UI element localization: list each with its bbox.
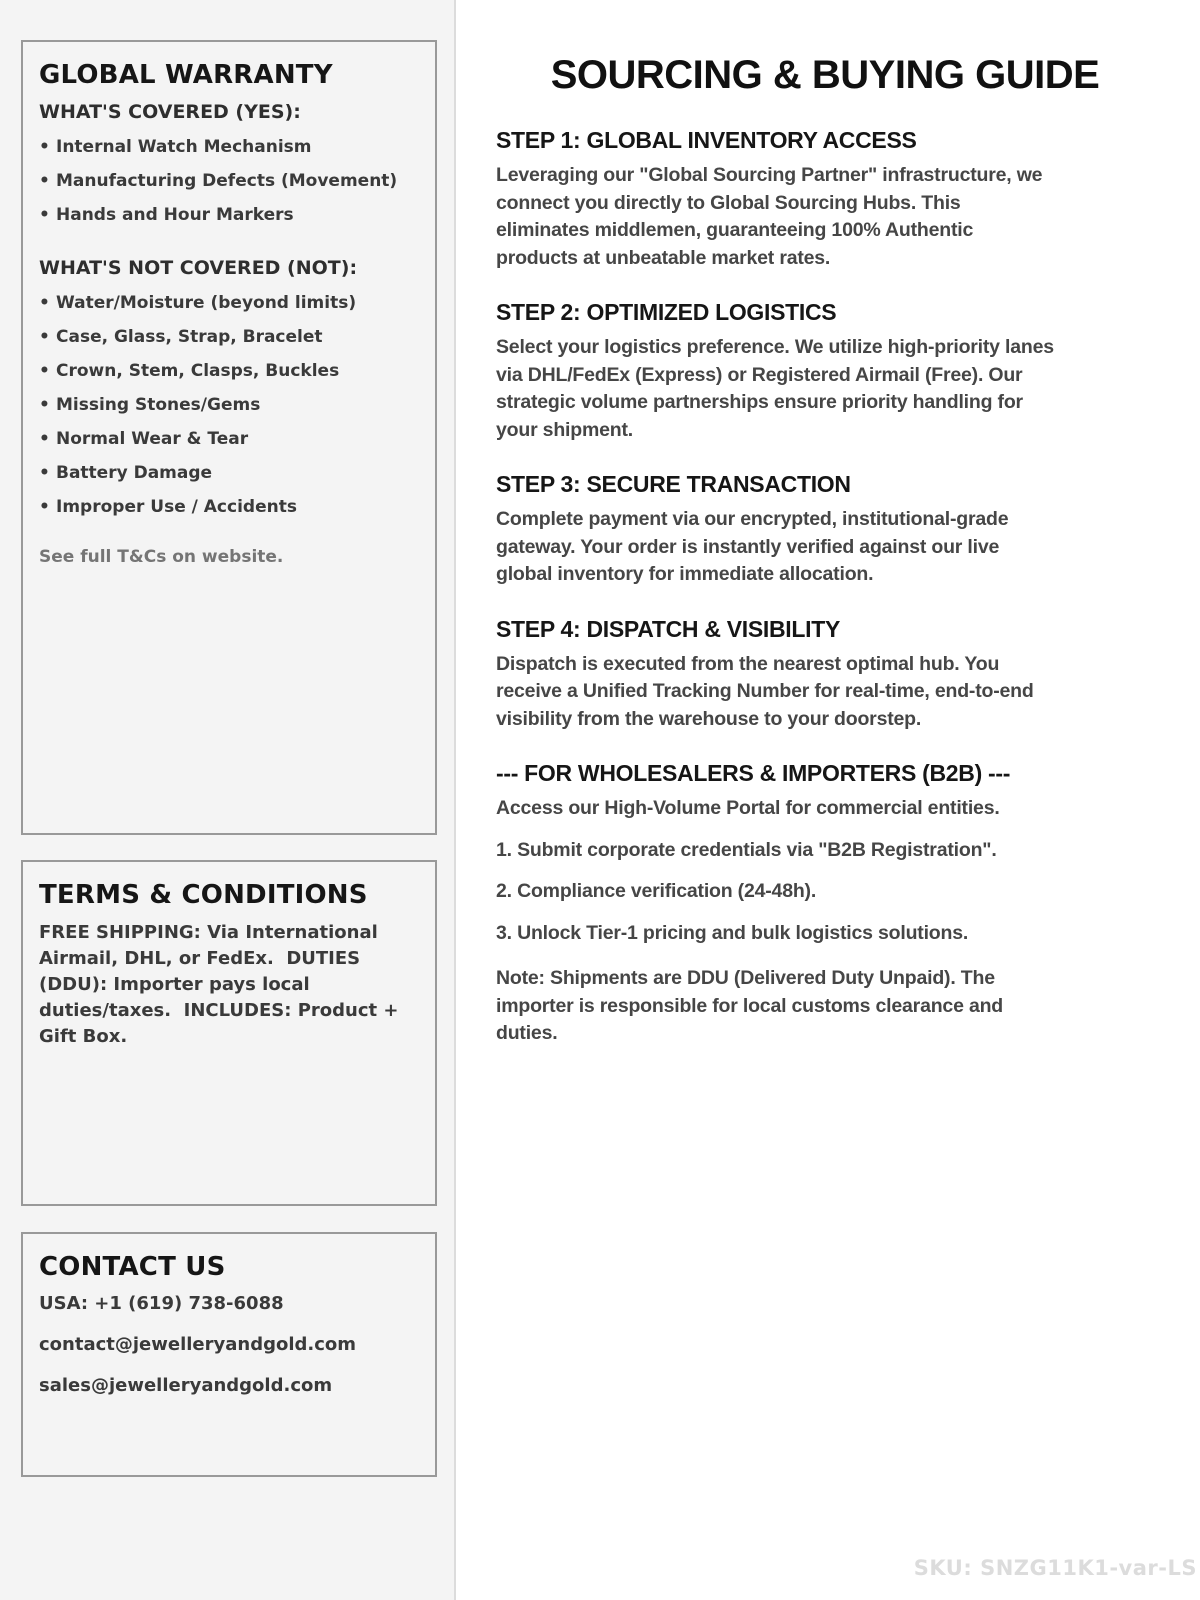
main-column [458,0,1200,1600]
list-item: • Battery Damage [39,462,419,484]
b2b-heading: --- FOR WHOLESALERS & IMPORTERS (B2B) --- [496,760,1011,786]
terms-box [21,860,437,1206]
list-item: • Internal Watch Mechanism [39,136,419,158]
step1-heading: STEP 1: GLOBAL INVENTORY ACCESS [496,127,917,153]
terms-title: TERMS & CONDITIONS [39,880,368,910]
contact-title: CONTACT US [39,1252,226,1282]
sidebar [0,0,456,1600]
ddu-note: Note: Shipments are DDU (Delivered Duty Unpaid). The importer is responsible for local customs clearance and duties. [496,967,1004,1044]
warranty-footnote: See full T&Cs on website. [39,547,284,567]
contact-phone: USA: +1 (619) 738-6088 [39,1293,284,1314]
warranty-title: GLOBAL WARRANTY [39,60,333,90]
list-item: • Crown, Stem, Clasps, Buckles [39,360,419,382]
step2-paragraph: Select your logistics preference. We utilize high-priority lanes via DHL/FedEx (Express) or Registered Airmail (Free). Our strategic volume partnerships ensure priority handling for your shipment. [496,336,1054,441]
covered-subtitle: WHAT'S COVERED (YES): [39,101,301,123]
sku-label: SKU: SNZG11K1-var-LS [913,1556,1197,1580]
list-item: • Case, Glass, Strap, Bracelet [39,326,419,348]
b2b-step-3: 3. Unlock Tier-1 pricing and bulk logistics solutions. [496,921,969,944]
b2b-step-2: 2. Compliance verification (24-48h). [496,880,817,902]
warranty-box [21,40,437,835]
list-item: • Hands and Hour Markers [39,204,419,226]
not-covered-list [39,292,419,518]
not-covered-subtitle: WHAT'S NOT COVERED (NOT): [39,257,358,279]
step4-heading: STEP 4: DISPATCH & VISIBILITY [496,615,841,642]
b2b-step-1: 1. Submit corporate credentials via "B2B Registration". [496,838,997,861]
terms-body: FREE SHIPPING: Via International Airmail, DHL, or FedEx. DUTIES (DDU): Importer pays local duties/taxes. INCLUDES: Product + Gift Box. [39,922,405,1047]
step3-paragraph: Complete payment via our encrypted, institutional-grade gateway. Your order is instantly verified against our live global inventory for immediate allocation. [496,508,1009,585]
contact-box [21,1232,437,1477]
step4-paragraph: Dispatch is executed from the nearest optimal hub. You receive a Unified Tracking Number for real-time, end-to-end visibility from the warehouse to your doorstep. [496,652,1034,730]
step2-heading: STEP 2: OPTIMIZED LOGISTICS [496,299,837,325]
sales-email: sales@jewelleryandgold.com [39,1375,333,1396]
page-title: SOURCING & BUYING GUIDE [550,53,1100,97]
list-item: • Manufacturing Defects (Movement) [39,170,419,192]
covered-list [39,136,419,226]
list-item: • Normal Wear & Tear [39,428,419,450]
contact-email: contact@jewelleryandgold.com [39,1334,357,1355]
list-item: • Improper Use / Accidents [39,496,419,518]
guide-content [496,126,1056,1048]
step1-paragraph: Leveraging our "Global Sourcing Partner" infrastructure, we connect you directly to Global Sourcing Hubs. This eliminates middlemen, guaranteeing 100% Authentic products at unbeatable market rates. [496,164,1043,269]
b2b-intro: Access our High-Volume Portal for commercial entities. [496,797,1000,819]
list-item: • Water/Moisture (beyond limits) [39,292,419,314]
step3-heading: STEP 3: SECURE TRANSACTION [496,471,851,497]
list-item: • Missing Stones/Gems [39,394,419,416]
